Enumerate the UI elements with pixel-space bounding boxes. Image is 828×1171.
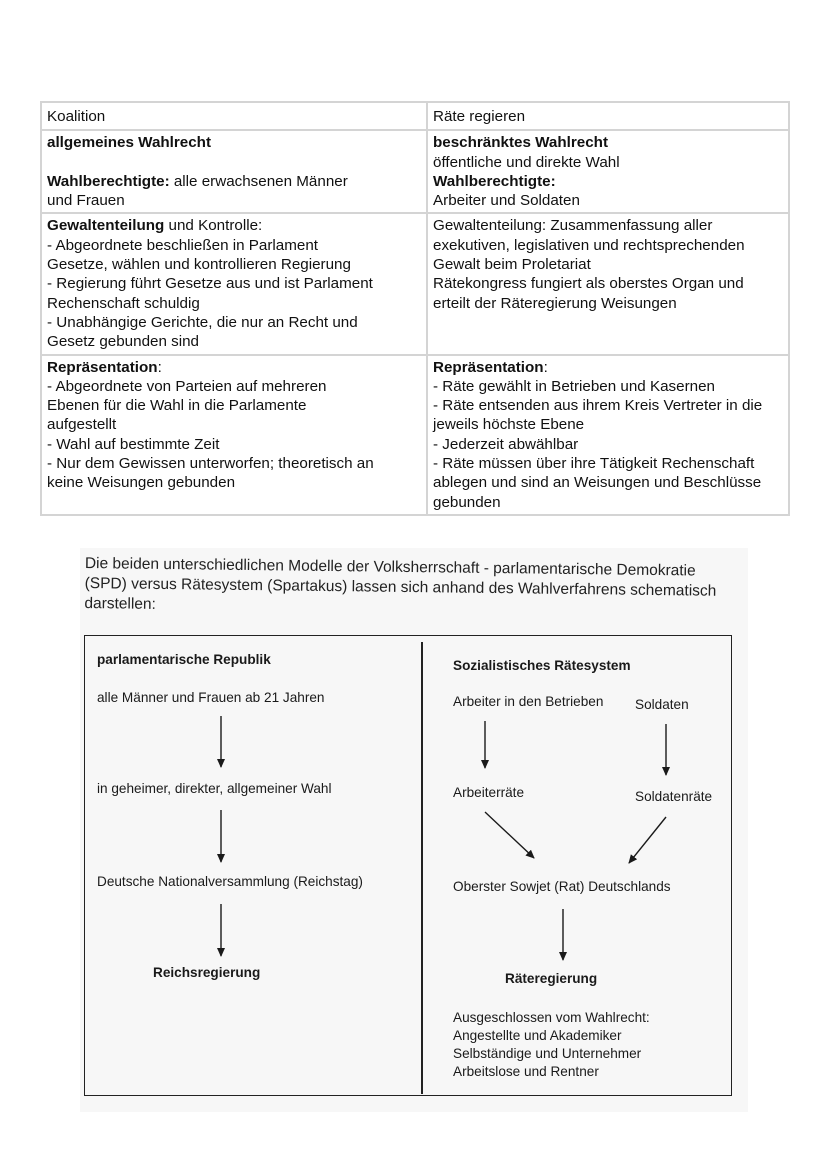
- arrow-diagonal-icon: [485, 812, 534, 858]
- cell-line: Rechenschaft schuldig: [47, 294, 200, 312]
- cell-text: öffentliche und direkte Wahl: [433, 153, 620, 171]
- header-koalition: Koalition: [41, 102, 427, 130]
- table-header-row: [41, 102, 789, 130]
- intro-line: Die beiden unterschiedlichen Modelle der Volksherrschaft - parlamentarische Demokratie: [84, 554, 696, 580]
- cell-line: erteilt der Räteregierung Weisungen: [433, 294, 677, 312]
- cell-line: exekutiven, legislativen und rechtsprechenden: [433, 236, 745, 254]
- cell-line: Gewaltenteilung: Zusammenfassung aller: [433, 217, 713, 235]
- excluded-item: Arbeitslose und Rentner: [453, 1064, 599, 1079]
- cell-text: und Kontrolle:: [164, 217, 263, 235]
- cell-line: Gewalt beim Proletariat: [433, 256, 591, 274]
- cell-title: Repräsentation: [433, 358, 544, 376]
- right-supreme-council: Oberster Sowjet (Rat) Deutschlands: [453, 879, 671, 894]
- cell-line: gebunden: [433, 493, 501, 511]
- comparison-table: [40, 101, 790, 516]
- cell-line: - Nur dem Gewissen unterworfen; theoretisch an: [47, 455, 374, 473]
- cell-line: - Räte gewählt in Betrieben und Kasernen: [433, 377, 715, 395]
- election-diagram: [84, 635, 732, 1096]
- cell-line: - Räte müssen über ihre Tätigkeit Rechenschaft: [433, 455, 755, 473]
- right-title: Sozialistisches Rätesystem: [453, 658, 631, 673]
- cell-allgemeines-wahlrecht: [41, 130, 427, 213]
- cell-line: - Regierung führt Gesetze aus und ist Parlament: [47, 275, 373, 293]
- left-step-election: in geheimer, direkter, allgemeiner Wahl: [97, 781, 332, 796]
- cell-title: Repräsentation: [47, 358, 158, 376]
- cell-repraesentation-koalition: [41, 355, 427, 515]
- cell-text: Arbeiter und Soldaten: [433, 192, 580, 210]
- left-result: Reichsregierung: [153, 965, 261, 980]
- intro-paragraph: [84, 554, 745, 622]
- excluded-item: Angestellte und Akademiker: [453, 1028, 622, 1043]
- cell-title: allgemeines Wahlrecht: [47, 134, 212, 152]
- cell-gewaltenteilung-koalition: [41, 213, 427, 354]
- cell-gewaltenteilung-raete: [427, 213, 789, 354]
- header-raete-regieren: Räte regieren: [427, 102, 789, 130]
- cell-label: Wahlberechtigte:: [47, 172, 170, 190]
- table-row-gewaltenteilung: [41, 213, 789, 354]
- cell-line: Rätekongress fungiert als oberstes Organ und: [433, 275, 744, 293]
- excluded-list: [453, 1009, 650, 1081]
- right-result: Räteregierung: [505, 971, 598, 986]
- cell-line: Gesetz gebunden sind: [47, 333, 199, 351]
- cell-repraesentation-raete: [427, 355, 789, 515]
- right-source-workers: Arbeiter in den Betrieben: [453, 694, 604, 709]
- cell-line: - Räte entsenden aus ihrem Kreis Vertreter in die: [433, 397, 763, 415]
- table-row-wahlrecht: [41, 130, 789, 213]
- cell-text: :: [157, 358, 162, 376]
- cell-line: ablegen und sind an Weisungen und Beschlüsse: [433, 474, 762, 492]
- cell-title: beschränktes Wahlrecht: [433, 134, 608, 152]
- cell-line: - Jederzeit abwählbar: [433, 435, 579, 453]
- cell-line: - Unabhängige Gerichte, die nur an Recht und: [47, 313, 358, 331]
- cell-text: alle erwachsenen Männer: [169, 172, 348, 190]
- cell-text: :: [543, 358, 548, 376]
- excluded-item: Selbständige und Unternehmer: [453, 1046, 642, 1061]
- left-step-assembly: Deutsche Nationalversammlung (Reichstag): [97, 874, 363, 889]
- table-row-repraesentation: [41, 355, 789, 515]
- cell-title: Gewaltenteilung: [47, 217, 165, 235]
- cell-line: - Abgeordnete von Parteien auf mehreren: [47, 377, 327, 395]
- left-step-voters: alle Männer und Frauen ab 21 Jahren: [97, 690, 325, 705]
- intro-line: (SPD) versus Rätesystem (Spartakus) lassen sich anhand des Wahlverfahrens schematisch: [84, 574, 717, 600]
- cell-line: Ebenen für die Wahl in die Parlamente: [47, 397, 307, 415]
- left-title: parlamentarische Republik: [97, 652, 271, 667]
- excluded-title: Ausgeschlossen vom Wahlrecht:: [453, 1010, 650, 1025]
- right-council-workers: Arbeiterräte: [453, 785, 525, 800]
- cell-text: und Frauen: [47, 191, 125, 209]
- cell-line: aufgestellt: [47, 416, 117, 434]
- right-source-soldiers: Soldaten: [635, 697, 689, 712]
- cell-beschraenktes-wahlrecht: [427, 130, 789, 213]
- arrow-diagonal-icon: [629, 817, 666, 863]
- cell-line: - Abgeordnete beschließen in Parlament: [47, 236, 319, 254]
- cell-line: - Wahl auf bestimmte Zeit: [47, 435, 220, 453]
- cell-line: keine Weisungen gebunden: [47, 474, 236, 492]
- intro-line: darstellen:: [84, 594, 157, 613]
- cell-line: jeweils höchste Ebene: [433, 416, 585, 434]
- cell-label: Wahlberechtigte:: [433, 172, 556, 190]
- right-council-soldiers: Soldatenräte: [635, 789, 713, 804]
- cell-line: Gesetze, wählen und kontrollieren Regierung: [47, 256, 351, 274]
